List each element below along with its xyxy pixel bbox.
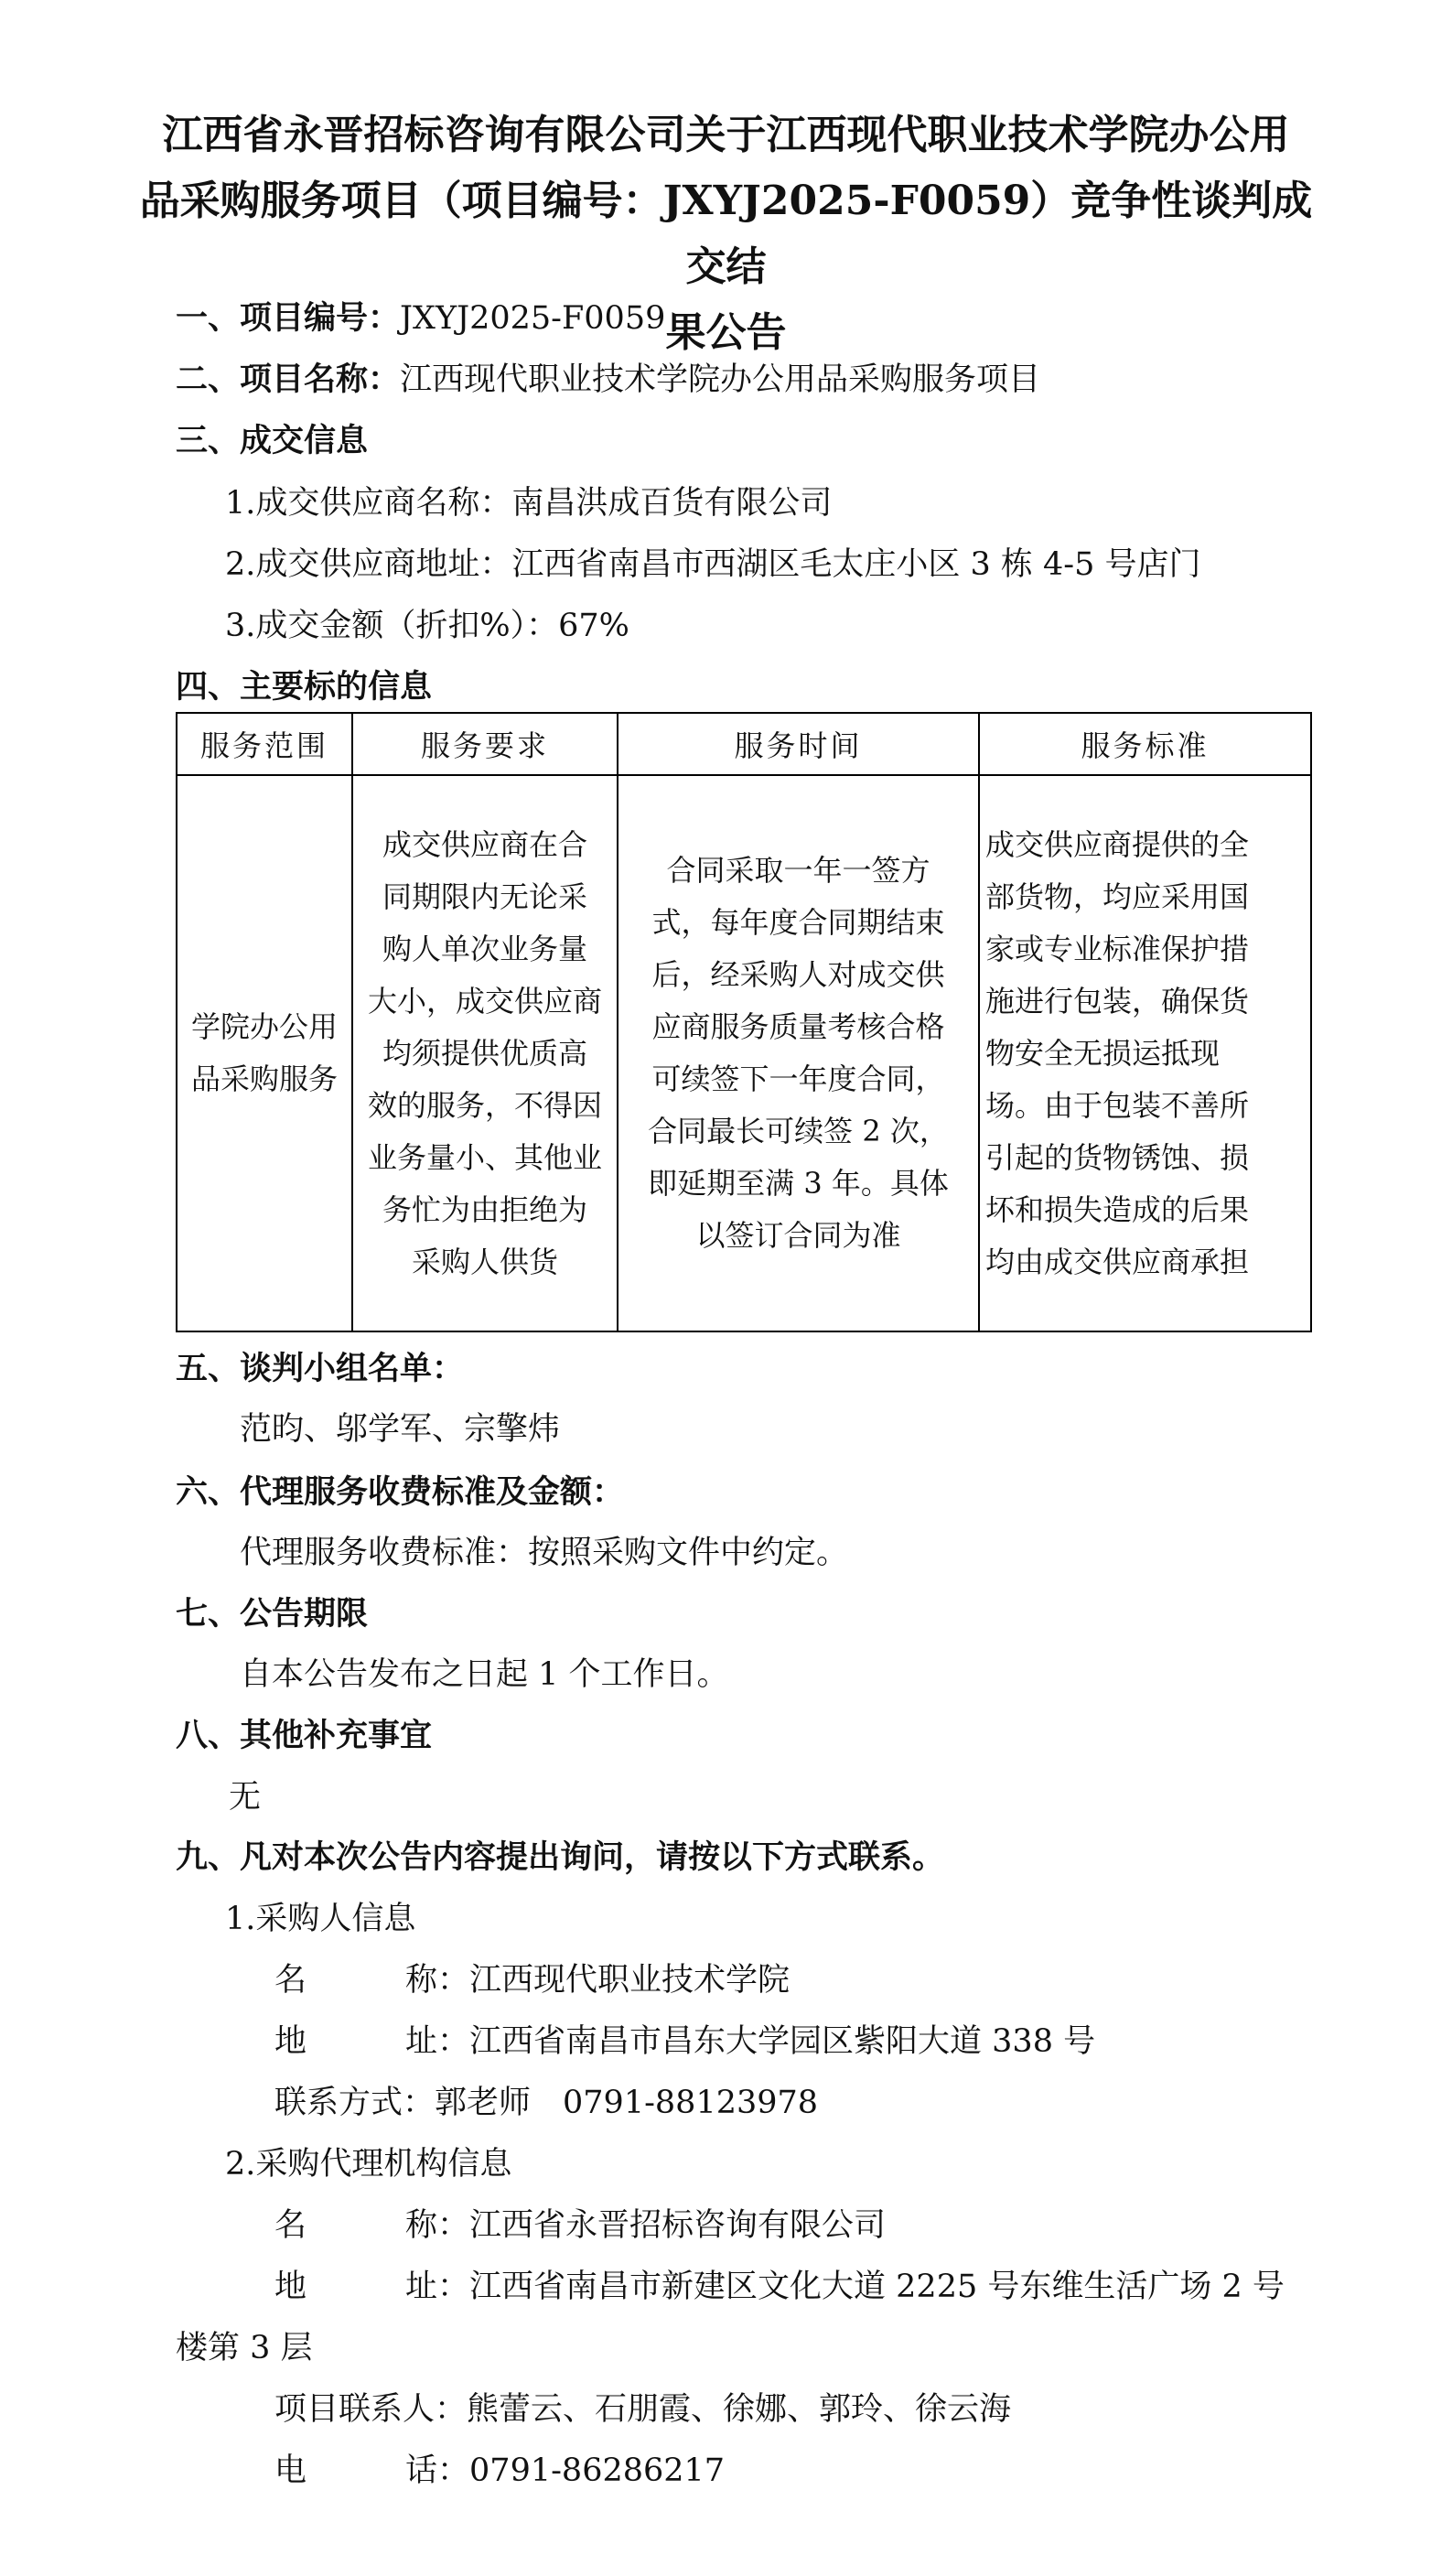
label: 话： <box>405 2452 470 2489</box>
section-contact: 九、凡对本次公告内容提出询问，请按以下方式联系。 <box>176 1838 945 1876</box>
section-deal-info: 三、成交信息 <box>176 422 369 459</box>
title-line-2: 品采购服务项目（项目编号：JXYJ2025-F0059）竞争性谈判成交结 <box>139 178 1313 290</box>
purchaser-contact: 郭老师 0791-88123978 <box>435 2085 819 2121</box>
table-header-row <box>177 713 1311 775</box>
label: 地 <box>274 2023 307 2060</box>
project-name: 江西现代职业技术学院办公用品采购服务项目 <box>400 361 1041 398</box>
agency-contact-persons: 熊蕾云、石朋霞、徐娜、郭玲、徐云海 <box>467 2391 1012 2428</box>
label: 电 <box>274 2452 307 2489</box>
cell-line: 成交供应商在合 <box>382 826 587 862</box>
section-main-subject: 四、主要标的信息 <box>176 668 433 706</box>
table-row <box>177 775 1311 1331</box>
deal-amount: 3.成交金额（折扣%）：67% <box>225 608 629 644</box>
title-line-1: 江西省永晋招标咨询有限公司关于江西现代职业技术学院办公用 <box>162 112 1290 158</box>
section-heading: 一、项目编号： <box>176 299 401 337</box>
cell-line: 场。由于包装不善所 <box>985 1087 1250 1123</box>
cell-line: 式，每年度合同期结束 <box>651 905 945 940</box>
other-matters-text: 无 <box>229 1779 262 1816</box>
agency-fee-standard: 代理服务收费标准：按照采购文件中约定。 <box>240 1535 849 1571</box>
cell-line: 合同采取一年一签方 <box>666 853 930 888</box>
cell-line: 均须提供优质高 <box>382 1035 587 1071</box>
purchaser-name-row <box>274 1958 790 2002</box>
deal-supplier-address: 2.成交供应商地址：江西省南昌市西湖区毛太庄小区 3 栋 4-5 号店门 <box>225 546 1201 583</box>
label: 址： <box>405 2023 470 2060</box>
agency-address-continued: 楼第 3 层 <box>176 2330 313 2366</box>
cell-line: 同期限内无论采 <box>382 878 587 914</box>
table-header-cell: 服务范围 <box>177 713 352 775</box>
label: 联系方式： <box>274 2085 436 2121</box>
cell-line: 大小，成交供应商 <box>367 983 602 1019</box>
cell-line: 后，经采购人对成交供 <box>651 957 945 992</box>
service-standard-cell <box>979 775 1311 1331</box>
cell-line: 品采购服务 <box>190 1062 338 1096</box>
cell-line: 购人单次业务量 <box>382 931 587 966</box>
negotiation-team-members: 范昀、邬学军、宗擎炜 <box>240 1411 561 1448</box>
cell-line: 可续签下一年度合同， <box>651 1062 945 1096</box>
cell-line: 业务量小、其他业 <box>367 1139 602 1175</box>
agency-address-row <box>274 2265 1285 2309</box>
agency-phone: 0791-86286217 <box>469 2452 726 2489</box>
label: 名 <box>274 2207 307 2244</box>
section-negotiation-team: 五、谈判小组名单： <box>176 1350 465 1387</box>
agency-info-title: 2.采购代理机构信息 <box>225 2146 512 2183</box>
agency-name-row <box>274 2204 886 2247</box>
label: 称： <box>405 1962 470 1999</box>
section-project-number <box>176 296 665 340</box>
section-agency-fee: 六、代理服务收费标准及金额： <box>176 1473 625 1511</box>
cell-line: 物安全无损运抵现 <box>985 1035 1221 1071</box>
cell-line: 施进行包装，确保货 <box>985 983 1250 1019</box>
service-scope-cell <box>177 775 352 1331</box>
cell-line: 坏和损失造成的后果 <box>985 1191 1250 1227</box>
cell-line: 即延期至满 3 年。具体 <box>648 1166 949 1201</box>
section-heading: 二、项目名称： <box>176 361 401 398</box>
project-number: JXYJ2025-F0059 <box>400 300 666 337</box>
purchaser-contact-row <box>274 2081 818 2125</box>
purchaser-name: 江西现代职业技术学院 <box>469 1962 791 1999</box>
service-time-cell <box>618 775 979 1331</box>
service-requirement-cell <box>352 775 618 1331</box>
table-header-cell: 服务时间 <box>618 713 979 775</box>
label: 地 <box>274 2269 307 2305</box>
agency-phone-row <box>274 2449 725 2493</box>
label: 名 <box>274 1962 307 1999</box>
deal-supplier-name: 1.成交供应商名称：南昌洪成百货有限公司 <box>225 485 833 522</box>
title-line-3: 果公告 <box>665 309 787 356</box>
cell-line: 应商服务质量考核合格 <box>651 1009 945 1044</box>
cell-line: 学院办公用 <box>190 1009 338 1044</box>
purchaser-address: 江西省南昌市昌东大学园区紫阳大道 338 号 <box>469 2023 1096 2060</box>
cell-line: 务忙为由拒绝为 <box>382 1191 587 1227</box>
cell-line: 效的服务，不得因 <box>367 1087 602 1123</box>
label: 址： <box>405 2269 470 2305</box>
notice-period-text: 自本公告发布之日起 1 个工作日。 <box>240 1656 729 1693</box>
section-other-matters: 八、其他补充事宜 <box>176 1717 433 1754</box>
cell-line: 合同最长可续签 2 次， <box>648 1114 949 1148</box>
purchaser-address-row <box>274 2020 1095 2064</box>
cell-line: 部货物，均应采用国 <box>985 878 1250 914</box>
cell-line: 采购人供货 <box>411 1244 558 1279</box>
cell-line: 成交供应商提供的全 <box>985 826 1250 862</box>
label: 称： <box>405 2207 470 2244</box>
section-project-name <box>176 358 1040 402</box>
agency-person-row <box>274 2387 1011 2431</box>
table-header-cell: 服务要求 <box>352 713 618 775</box>
label: 项目联系人： <box>274 2391 468 2428</box>
cell-line: 引起的货物锈蚀、损 <box>985 1139 1250 1175</box>
cell-line: 家或专业标准保护措 <box>985 931 1250 966</box>
agency-address: 江西省南昌市新建区文化大道 2225 号东维生活广场 2 号 <box>469 2269 1285 2305</box>
agency-name: 江西省永晋招标咨询有限公司 <box>469 2207 887 2244</box>
purchaser-info-title: 1.采购人信息 <box>225 1901 416 1937</box>
table-header-cell: 服务标准 <box>979 713 1311 775</box>
cell-line: 均由成交供应商承担 <box>985 1244 1250 1279</box>
section-notice-period: 七、公告期限 <box>176 1595 369 1633</box>
cell-line: 以签订合同为准 <box>695 1218 901 1253</box>
subject-info-table <box>176 712 1312 1332</box>
